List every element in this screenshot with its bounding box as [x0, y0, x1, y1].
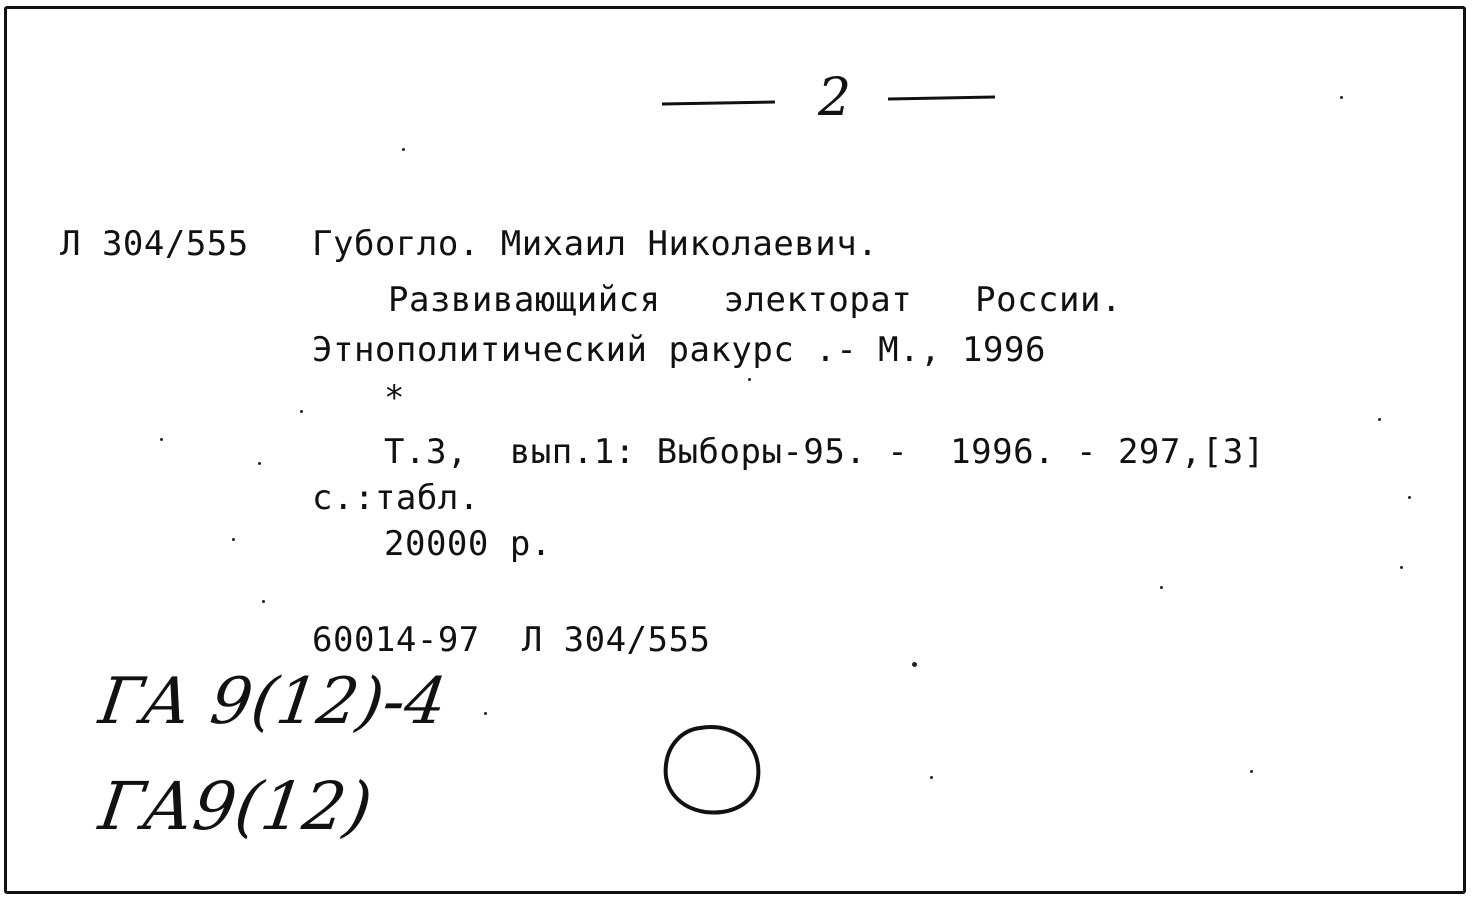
scan-speck	[484, 712, 487, 715]
handwritten-note-1: ГА 9(12)-4	[94, 665, 451, 739]
shelfmark: Л 304/555	[60, 224, 249, 264]
scan-speck	[1250, 770, 1253, 773]
asterisk: *	[384, 378, 405, 418]
record-line: 60014-97 Л 304/555	[312, 620, 711, 660]
author: Губогло. Михаил Николаевич.	[312, 224, 879, 264]
volume-line-2: с.:табл.	[312, 478, 480, 518]
dash-left	[662, 102, 775, 104]
scan-speck	[1340, 96, 1343, 99]
scan-speck	[1408, 496, 1411, 499]
title-line-2: Этнополитический ракурс .- М., 1996	[312, 330, 1046, 370]
scan-speck	[258, 462, 261, 465]
page-number: 2	[818, 68, 852, 128]
scan-speck	[748, 378, 751, 381]
handwritten-note-2: ГА9(12)	[94, 768, 377, 845]
scan-speck	[1400, 566, 1403, 569]
scan-speck	[1160, 586, 1163, 589]
scan-speck	[232, 538, 235, 541]
price: 20000 р.	[384, 524, 552, 564]
title-line-1: Развивающийся электорат России.	[388, 280, 1122, 320]
volume-line-1: Т.3, вып.1: Выборы-95. - 1996. - 297,[3]	[384, 432, 1265, 472]
scan-speck	[1378, 418, 1381, 421]
scan-speck	[160, 438, 163, 441]
scan-speck	[300, 410, 303, 413]
scan-speck	[402, 148, 405, 151]
scan-speck	[912, 662, 917, 667]
dash-right	[888, 97, 995, 99]
scan-speck	[262, 600, 265, 603]
circle-mark	[666, 727, 759, 812]
scan-speck	[930, 776, 933, 779]
